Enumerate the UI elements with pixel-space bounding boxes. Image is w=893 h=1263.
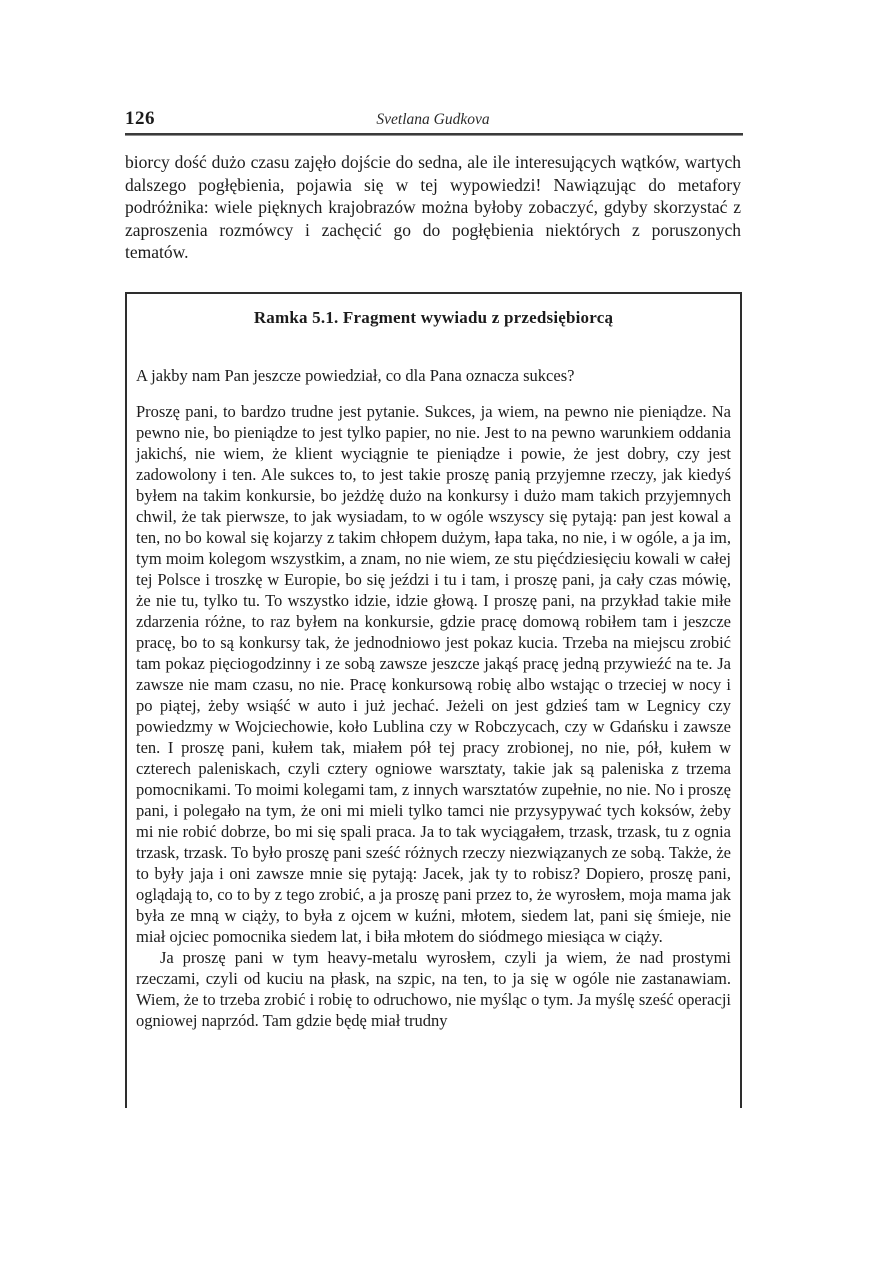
running-head-author: Svetlana Gudkova	[376, 111, 490, 128]
interview-box	[125, 292, 742, 1108]
answer-paragraph-1: Proszę pani, to bardzo trudne jest pytanie. Sukces, ja wiem, na pewno nie pieniądze. Na pewno nie, bo pieniądze to jest tylko papier, no nie. Jest to na pewno warunkiem oddania jakichś, nie wiem, że klient wyciągnie te pieniądze i powie, że jest dobry, czy jest zadowolony i ten. Ale sukces to, to jest takie proszę panią przyjemne rzeczy, jak kiedyś byłem na takim konkursie, bo jeżdżę dużo na konkursy i dużo mam takich przyjemnych chwil, że tak pierwsze, to jak wysiadam, to w ogóle wszyscy się pytają: pan jest kowal a ten, no bo kowal się kojarzy z takim chłopem dużym, łapa taka, no nie, i w ogóle, a ja im, tym moim kolegom wszystkim, a znam, no nie wiem, ze stu pięćdziesięciu kowali w całej tej Polsce i troszkę w Europie, bo się jeździ i tu i tam, i proszę pani, ja cały czas mówię, że nie tu, tylko tu. To wszystko idzie, idzie głową. I proszę pani, na przykład takie miłe zdarzenia różne, to raz byłem na konkursie, gdzie pracę domową robiłem tam i jeszcze pracę, bo to są konkursy tak, że jednodniowo jest pokaz kucia. Trzeba na miejscu zrobić tam pokaz pięciogodzinny i ze sobą zawsze jeszcze jakąś pracę jedną przywieźć na te. Ja zawsze nie mam czasu, no nie. Pracę konkursową robię albo wstając o trzeciej w nocy i po piątej, żeby wsiąść w auto i już jechać. Jeżeli on jest gdzieś tam w Legnicy czy powiedzmy w Wojciechowie, koło Lublina czy w Robczycach, czy w Gdańsku i zawsze ten. I proszę pani, kułem tak, miałem pół tej pracy zrobionej, no nie, pół, kułem w czterech paleniskach, czyli cztery ogniowe warsztaty, takie jak są paleniska z trzema pomocnikami. To moimi kolegami tam, z innych warsztatów zupełnie, no nie. No i proszę pani, i polegało na tym, że oni mi mieli tylko tamci nie przysypywać tych koksów, żeby mi nie robić dobrze, bo mi się spali praca. Ja to tak wyciągałem, trzask, trzask, tu z ognia trzask, trzask. To było proszę pani sześć różnych rzeczy niezwiązanych ze sobą. Także, że to były jaja i oni zawsze mnie się pytają: Jacek, jak ty to robisz? Dopiero, proszę pani, oglądają to, co to by z tego zrobić, a ja proszę pani przez to, że wyrosłem, moja mama jak była ze mną w ciąży, to była z ojcem w kuźni, młotem, siedem lat, pani się śmieje, nie miał ojciec pomocnika siedem lat, i biła młotem do siódmego miesiąca w ciąży.	[136, 402, 731, 946]
page-number: 126	[125, 108, 155, 129]
header-rule	[125, 133, 743, 136]
box-title: Ramka 5.1. Fragment wywiadu z przedsiębiorcą	[253, 308, 614, 327]
interviewer-question: A jakby nam Pan jeszcze powiedział, co dla Pana oznacza sukces?	[136, 366, 575, 385]
intro-paragraph: biorcy dość dużo czasu zajęło dojście do sedna, ale ile interesujących wątków, wartych dalszego pogłębienia, pojawia się w tej wypowiedzi! Nawiązując do metafory podróżnika: wiele pięknych krajobrazów można byłoby zobaczyć, gdyby skorzystać z zaproszenia rozmówcy i zachęcić go do pogłębienia niektórych z poruszonych tematów.	[125, 152, 741, 262]
page-header	[125, 108, 741, 132]
answer-paragraph-2: Ja proszę pani w tym heavy-metalu wyrosłem, czyli ja wiem, że nad prostymi rzeczami, czyli od kuciu na płask, na szpic, na ten, to ja się w ogóle nie zastanawiam. Wiem, że to trzeba zrobić i robię to odruchowo, nie myśląc o tym. Ja myślę sześć operacji ogniowej naprzód. Tam gdzie będę miał trudny	[136, 948, 731, 1030]
